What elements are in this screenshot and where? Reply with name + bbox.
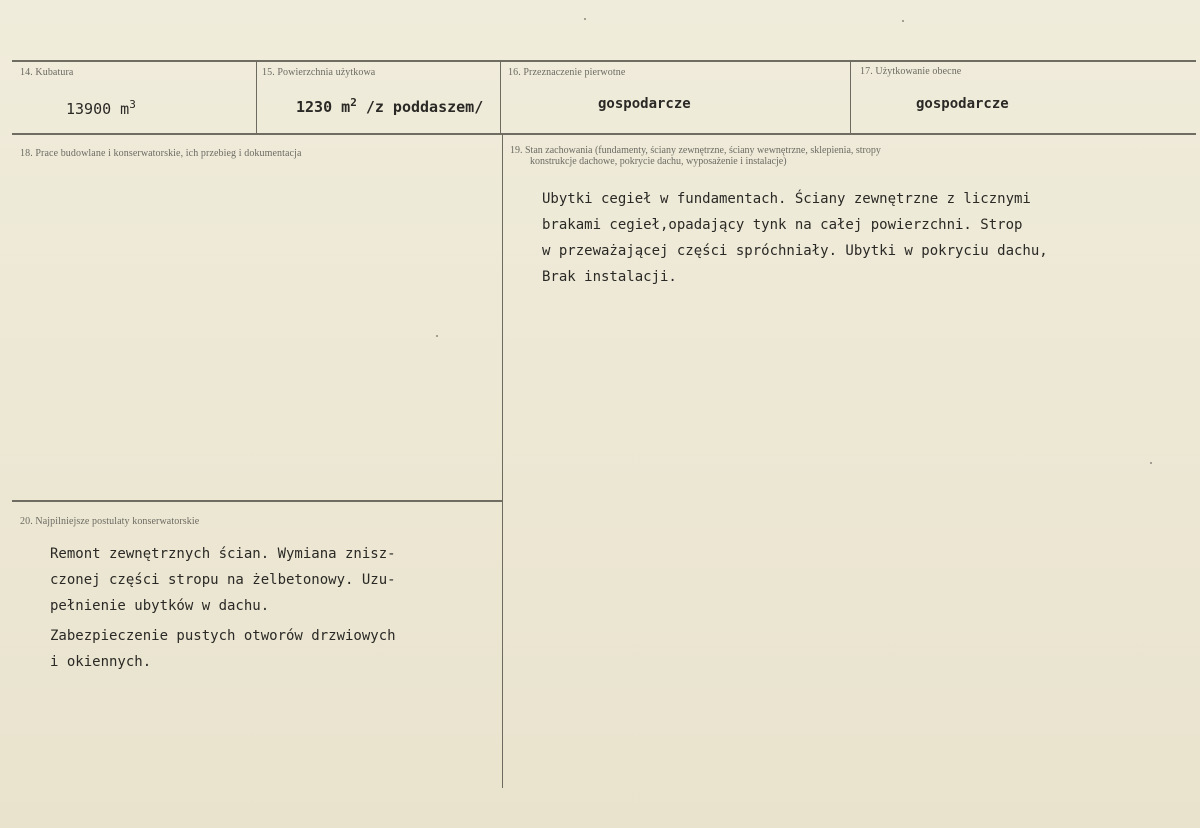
divider-main-vertical [502, 134, 503, 788]
field-14-number: 13900 m [66, 100, 130, 118]
field-20-line: Remont zewnętrznych ścian. Wymiana znisz- [50, 546, 396, 562]
divider-15-16 [500, 61, 501, 133]
section-divider-rule [12, 500, 502, 502]
field-19-line: Brak instalacji. [542, 269, 677, 285]
field-17-label: 17. Użytkowanie obecne [860, 66, 962, 77]
top-rule [12, 60, 1196, 62]
row1-bottom-rule [12, 133, 1196, 135]
field-20-line: czonej części stropu na żelbetonowy. Uzu- [50, 572, 396, 588]
field-18-label: 18. Prace budowlane i konserwatorskie, ich przebieg i dokumentacja [20, 148, 302, 159]
field-17-value: gospodarcze [916, 96, 1009, 112]
field-20-line: pełnienie ubytków w dachu. [50, 598, 270, 614]
field-20-line: Zabezpieczenie pustych otworów drzwiowych [50, 628, 396, 644]
field-15-label: 15. Powierzchnia użytkowa [262, 67, 376, 78]
field-20-text [50, 541, 396, 675]
field-14-exponent: 3 [129, 98, 136, 111]
paper-speck [584, 18, 586, 20]
field-16-value: gospodarcze [598, 96, 691, 112]
field-19-line: brakami cegieł,opadający tynk na całej powierzchni. Strop [542, 217, 1023, 233]
field-15-number: 1230 m [296, 98, 351, 116]
field-19-label-line1: 19. Stan zachowania (fundamenty, ściany zewnętrzne, ściany wewnętrzne, sklepienia, stropy [510, 145, 881, 156]
field-19-label-line2: konstrukcje dachowe, pokrycie dachu, wyposażenie i instalacje) [530, 156, 787, 167]
paper-speck [902, 20, 904, 22]
field-19-label [510, 145, 1070, 167]
paper-speck [436, 335, 438, 337]
field-15-exponent: 2 [350, 96, 357, 109]
divider-14-15 [256, 61, 257, 133]
field-19-line: w przeważającej części spróchniały. Ubytki w pokryciu dachu, [542, 243, 1048, 259]
field-20-label: 20. Najpilniejsze postulaty konserwatorskie [20, 516, 200, 527]
field-19-text [542, 186, 1048, 290]
field-15-value [296, 96, 483, 116]
field-16-label: 16. Przeznaczenie pierwotne [508, 67, 626, 78]
field-14-label: 14. Kubatura [20, 67, 74, 78]
field-14-value [66, 98, 136, 118]
field-15-note: /z poddaszem/ [356, 98, 484, 116]
divider-16-17 [850, 61, 851, 133]
field-20-line: i okiennych. [50, 654, 152, 670]
field-19-line: Ubytki cegieł w fundamentach. Ściany zewnętrzne z licznymi [542, 191, 1031, 207]
paper-speck [1150, 462, 1152, 464]
